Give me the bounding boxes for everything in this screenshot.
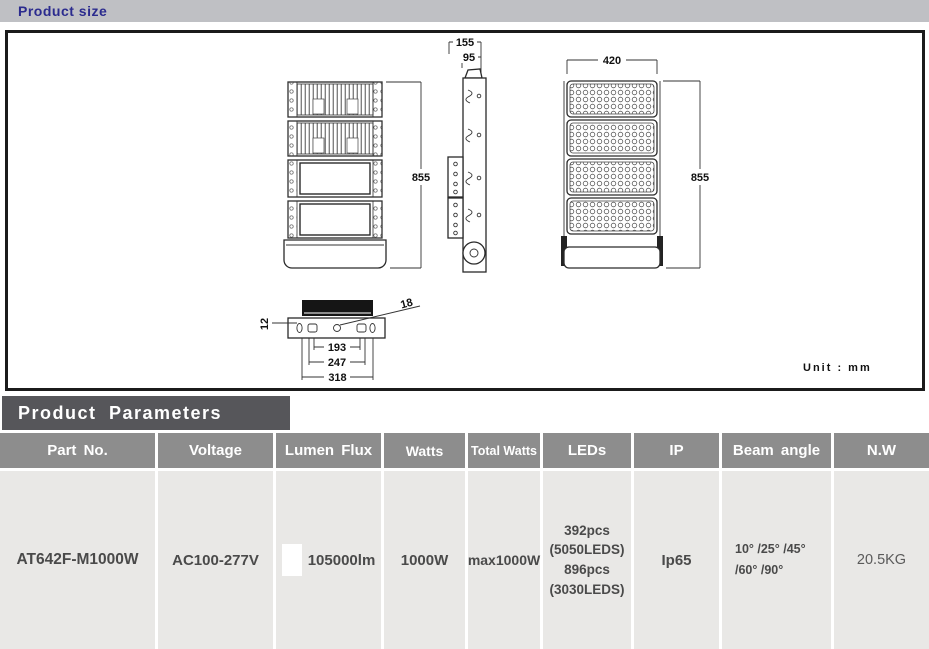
- cell-beam-angle: [722, 471, 831, 649]
- dim-855-front-label: 855: [690, 172, 710, 184]
- leds-line-3: 896pcs: [564, 562, 610, 577]
- dim-193: [314, 338, 360, 354]
- product-size-title: Product size: [18, 3, 108, 19]
- column-header-nw: N.W: [834, 433, 929, 468]
- dim-side-inner-width: [460, 50, 481, 68]
- leds-line-2: (5050LEDS): [549, 542, 625, 558]
- parameters-table: [0, 433, 929, 649]
- technical-drawing: [8, 33, 922, 388]
- dim-420-label: 420: [602, 55, 622, 67]
- drawing-panel: [5, 30, 925, 391]
- lumen-flux-value: 105000lm: [307, 551, 376, 569]
- dim-back-height: [386, 82, 435, 268]
- cell-leds: [543, 471, 631, 649]
- column-header-beam-angle: Beam angle: [722, 433, 831, 468]
- cell-total-watts: max1000W: [468, 471, 540, 649]
- column-header-voltage: Voltage: [158, 433, 273, 468]
- column-header-lumen-flux: Lumen Flux: [276, 433, 381, 468]
- bottom-view: [259, 297, 420, 384]
- back-view: [284, 82, 386, 268]
- section-header-product-parameters: [2, 396, 290, 430]
- dim-front-width: [567, 53, 657, 74]
- front-view: [561, 81, 663, 268]
- product-parameters-title: Product Parameters: [18, 402, 223, 423]
- dim-155-label: 155: [455, 37, 475, 49]
- column-header-part-no: Part No.: [0, 433, 155, 468]
- leds-line-4: (3030LEDS): [549, 581, 625, 597]
- leds-line-1: 392pcs: [564, 522, 610, 538]
- cell-part-no: AT642F-M1000W: [0, 471, 155, 649]
- beam-angle-line-2: /60° /90°: [735, 563, 784, 577]
- dim-18-label: 18: [399, 296, 415, 312]
- column-header-leds: LEDs: [543, 433, 631, 468]
- cell-watts: 1000W: [384, 471, 465, 649]
- cell-lumen-flux: [276, 471, 381, 649]
- lumen-flux-white-box: [282, 544, 302, 576]
- section-header-product-size: [0, 0, 929, 22]
- beam-angle-line-1: 10° /25° /45°: [735, 541, 806, 556]
- dim-193-label: 193: [327, 342, 347, 354]
- cell-nw: 20.5KG: [834, 471, 929, 649]
- dim-front-height: [663, 81, 714, 268]
- dim-12-label: 12: [259, 317, 271, 331]
- column-header-watts: Watts: [384, 433, 465, 468]
- dim-95-label: 95: [462, 52, 476, 64]
- column-header-total-watts: Total Watts: [468, 433, 540, 468]
- side-view: [448, 35, 486, 272]
- dim-855-back-label: 855: [411, 172, 431, 184]
- column-header-ip: IP: [634, 433, 719, 468]
- unit-label: Unit : mm: [803, 362, 872, 374]
- cell-ip: Ip65: [634, 471, 719, 649]
- dim-247-label: 247: [327, 357, 347, 369]
- dim-318-label: 318: [328, 372, 347, 384]
- cell-voltage: AC100-277V: [158, 471, 273, 649]
